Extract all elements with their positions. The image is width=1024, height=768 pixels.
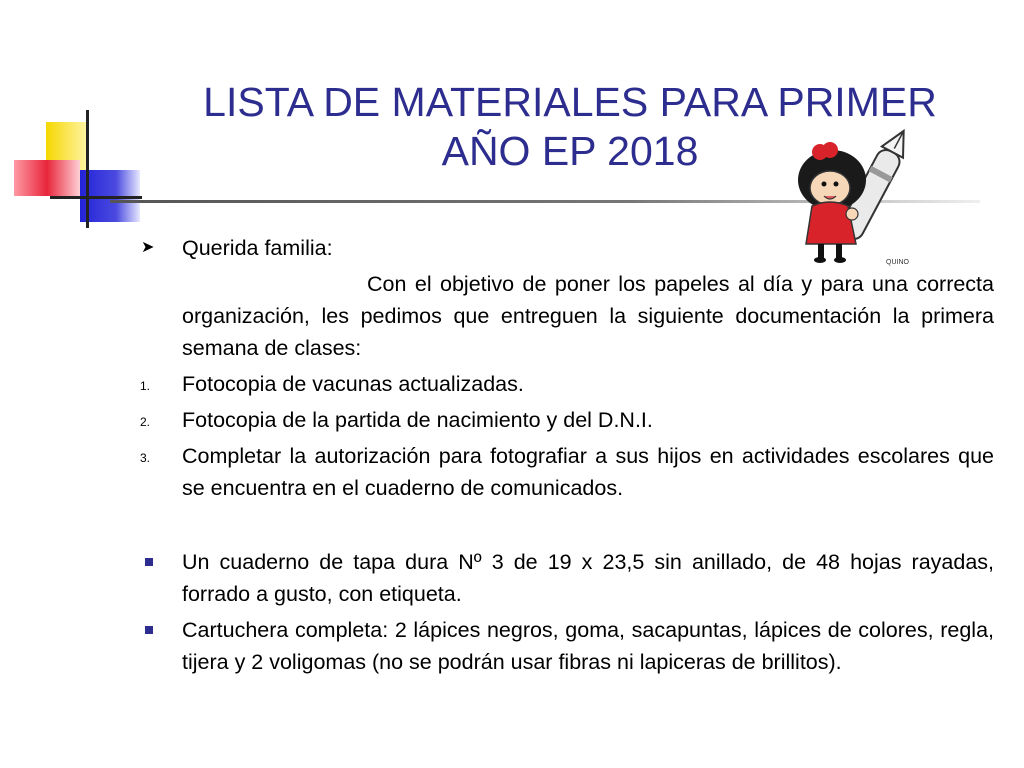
bullet-item-text: Cartuchera completa: 2 lápices negros, goma, sacapuntas, lápices de colores, regla, tijera y 2 voligomas (no se podrán usar fibras ni lapiceras de brillitos). (182, 618, 994, 674)
numbered-item-text: Fotocopia de vacunas actualizadas. (182, 372, 524, 396)
square-bullet-icon (145, 558, 153, 566)
title-line-1: LISTA DE MATERIALES PARA PRIMER (203, 79, 937, 125)
numbered-item-text: Fotocopia de la partida de nacimiento y del D.N.I. (182, 408, 653, 432)
svg-text:QUINO: QUINO (886, 259, 909, 266)
intro-paragraph: Con el objetivo de poner los papeles al día y para una correcta organización, les pedimos que entreguen la siguiente documentación la primera semana de clases: (182, 272, 994, 360)
bullet-item (182, 546, 994, 610)
numbered-item (140, 368, 994, 400)
arrow-bullet-icon: ➤ (141, 239, 155, 256)
list-number: 1. (140, 379, 151, 393)
numbered-item (140, 404, 994, 436)
list-number: 2. (140, 415, 151, 429)
bullet-item (182, 614, 994, 678)
bullet-item-text: Un cuaderno de tapa dura Nº 3 de 19 x 23,5 sin anillado, de 48 hojas rayadas, forrado a gusto, con etiqueta. (182, 550, 994, 606)
list-number: 3. (140, 451, 151, 465)
square-bullet-icon (145, 626, 153, 634)
numbered-item (140, 440, 994, 504)
greeting-item (141, 232, 994, 264)
title-line-2: AÑO EP 2018 (441, 128, 699, 174)
numbered-item-text: Completar la autorización para fotografiar a sus hijos en actividades escolares que se encuentra en el cuaderno de comunicados. (182, 444, 994, 500)
greeting-text: Querida familia: (182, 236, 333, 260)
